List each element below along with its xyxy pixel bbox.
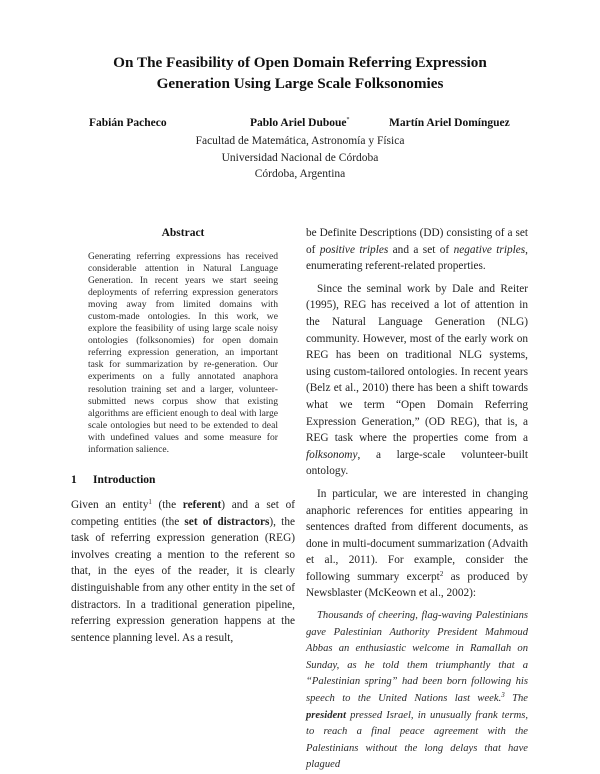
term-positive-triples: positive triples — [319, 243, 389, 256]
term-negative-triples: negative triples — [453, 243, 526, 256]
author-name — [89, 117, 167, 129]
author-footnote-mark: * — [346, 117, 350, 123]
text-run: In particular, we are interested in changing anaphoric references for entities appearing in sentences drafted from different documents, as done in multi-document summarization (Advaith et al., 2011). For example, consider the following summary excerpt — [306, 487, 528, 583]
author-list — [0, 117, 600, 133]
footnote-marker: 1 — [148, 498, 152, 506]
author-name-text: Fabián Pacheco — [89, 117, 167, 129]
paper-title — [0, 52, 600, 94]
summary-excerpt-quote — [306, 608, 528, 774]
paragraph — [306, 281, 528, 480]
term-set-of-distractors: set of distractors — [184, 515, 270, 528]
text-run: ) and a set of competing entities (the — [71, 499, 296, 528]
term-folksonomy: folksonomy — [306, 448, 358, 461]
term-referent: referent — [182, 499, 222, 511]
text-run: pressed Israel, in unusually frank terms, to reach a final peace agreement with the Palestinians without the long delays that have plagued — [306, 709, 528, 771]
paragraph — [71, 497, 295, 646]
abstract-text: Generating referring expressions has received considerable attention in Natural Language Generation. In recent years we start seeing deployments of referring expression generators moving away from limited domains with custom-made ontologies. In this work, we explore the feasibility of using large scale noisy ontologies (folksonomies) for open domain referring expression generation, an important task for summarization by re-generation. Our experiments on a fully annotated anaphora resolution training set and a larger, volunteer-submitted news corpus show that existing algorithms are efficient enough to deal with large scale ontologies but need to be extended to deal with undefined values and some measure for information salience. — [88, 251, 278, 455]
term-president: president — [306, 709, 347, 721]
introduction-body — [71, 497, 295, 646]
section-heading-introduction — [71, 474, 155, 486]
author-name — [389, 117, 510, 129]
affiliation-university: Universidad Nacional de Córdoba — [221, 151, 379, 164]
section-title: Introduction — [93, 474, 156, 486]
paragraph — [306, 225, 528, 275]
text-run: as produced by Newsblaster (McKeown et al., 2002): — [306, 570, 528, 600]
title-line-1: On The Feasibility of Open Domain Referring Expression — [113, 54, 487, 71]
author-name-text: Martín Ariel Domínguez — [389, 117, 510, 129]
abstract-heading: Abstract — [161, 227, 205, 239]
text-run: , a large-scale volunteer-built ontology. — [306, 448, 528, 478]
text-run: ), the task of referring expression generation (REG) involves creating a mention to the referent so that, in the eyes of the reader, it is clearly distinguishable from any other entity in the set of distractors. In a traditional generation pipeline, referring expression generation happens at the sentence planning level. As a result, — [71, 515, 295, 644]
author-name-text: Pablo Ariel Duboue — [250, 117, 347, 129]
text-run: be Definite Descriptions (DD) consisting of a set of — [306, 227, 528, 256]
abstract-body — [88, 251, 278, 456]
paragraph — [306, 486, 528, 602]
author-name — [250, 117, 349, 129]
right-column — [306, 225, 528, 774]
affiliation-location: Córdoba, Argentina — [254, 168, 346, 180]
text-run: Thousands of cheering, flag-waving Palestinians gave Palestinian Authority President Mahmoud Abbas an enthusiastic welcome in Ramallah on Sunday, as he told them triumphantly that a “Palestinian spring” had been born following his speech to the United Nations last week. — [306, 610, 528, 705]
text-run: Since the seminal work by Dale and Reiter (1995), REG has received a lot of attention in the Natural Language Generation (NLG) community. However, most of the early work on REG has been on traditional NLG systems, using custom-tailored ontologies. In recent years (Belz et al., 2010) there has been a shift towards what we term “Open Domain Referring Expression Generation,” (OD REG), that is, a REG task where the properties come from a — [306, 282, 528, 445]
footnote-marker: 3 — [501, 691, 505, 700]
text-run: (the — [151, 499, 183, 511]
section-number: 1 — [71, 474, 77, 486]
text-run: and a set of — [388, 243, 454, 256]
footnote-marker: 2 — [439, 569, 444, 578]
text-run: Given an entity — [71, 499, 149, 511]
affiliation-faculty: Facultad de Matemática, Astronomía y Física — [195, 135, 405, 147]
text-run: The — [504, 693, 528, 705]
affiliation — [0, 133, 600, 183]
text-run: , enumerating referent-related properties. — [306, 243, 528, 273]
title-line-2: Generation Using Large Scale Folksonomies — [156, 75, 444, 92]
